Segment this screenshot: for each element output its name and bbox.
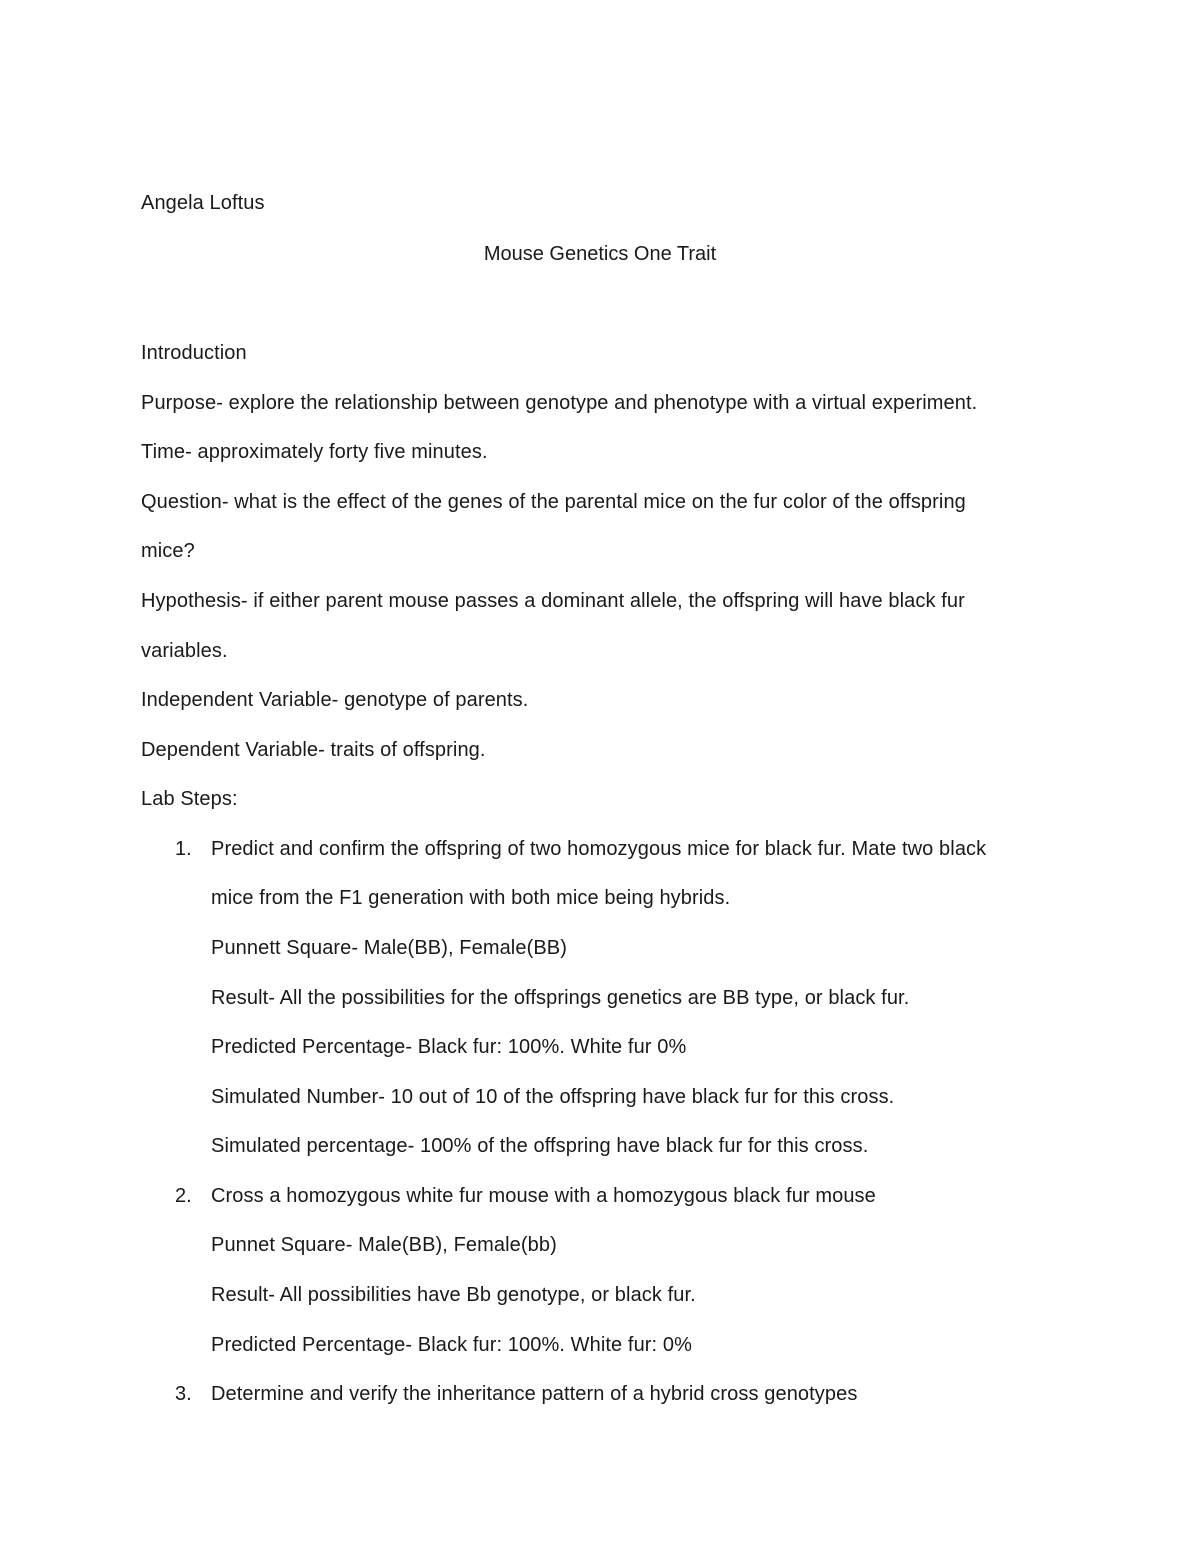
list-item-text: Determine and verify the inheritance pattern of a hybrid cross genotypes <box>211 1383 858 1405</box>
list-item-number: 2. <box>175 1185 192 1207</box>
list-item-text: Punnet Square- Male(BB), Female(bb) <box>211 1234 557 1256</box>
list-item-text: Result- All the possibilities for the offsprings genetics are BB type, or black fur. <box>211 987 910 1009</box>
time-text: Time- approximately forty five minutes. <box>141 441 488 463</box>
list-item-text: Predicted Percentage- Black fur: 100%. White fur 0% <box>211 1036 687 1058</box>
list-item-text: Simulated Number- 10 out of 10 of the offspring have black fur for this cross. <box>211 1086 895 1108</box>
hypothesis-text-line2: variables. <box>141 640 228 662</box>
dependent-variable-text: Dependent Variable- traits of offspring. <box>141 739 486 761</box>
list-item-text: Predict and confirm the offspring of two homozygous mice for black fur. Mate two black <box>211 838 987 860</box>
document-title: Mouse Genetics One Trait <box>483 243 717 265</box>
question-text-line1: Question- what is the effect of the genes of the parental mice on the fur color of the offspring <box>141 491 966 513</box>
lab-steps-heading: Lab Steps: <box>141 788 238 810</box>
list-item-text: Simulated percentage- 100% of the offspring have black fur for this cross. <box>211 1135 869 1157</box>
list-item-text: Result- All possibilities have Bb genotype, or black fur. <box>211 1284 696 1306</box>
section-heading-introduction: Introduction <box>141 342 247 364</box>
list-item-text: Cross a homozygous white fur mouse with a homozygous black fur mouse <box>211 1185 876 1207</box>
list-item-text: Predicted Percentage- Black fur: 100%. White fur: 0% <box>211 1334 692 1356</box>
list-item-number: 3. <box>175 1383 192 1405</box>
author-name: Angela Loftus <box>141 192 265 214</box>
independent-variable-text: Independent Variable- genotype of parents. <box>141 689 529 711</box>
hypothesis-text-line1: Hypothesis- if either parent mouse passes a dominant allele, the offspring will have black fur <box>141 590 965 612</box>
list-item-text: Punnett Square- Male(BB), Female(BB) <box>211 937 567 959</box>
list-item-number: 1. <box>175 838 192 860</box>
question-text-line2: mice? <box>141 540 195 562</box>
list-item-text: mice from the F1 generation with both mice being hybrids. <box>211 887 731 909</box>
purpose-text: Purpose- explore the relationship between genotype and phenotype with a virtual experiment. <box>141 392 978 414</box>
